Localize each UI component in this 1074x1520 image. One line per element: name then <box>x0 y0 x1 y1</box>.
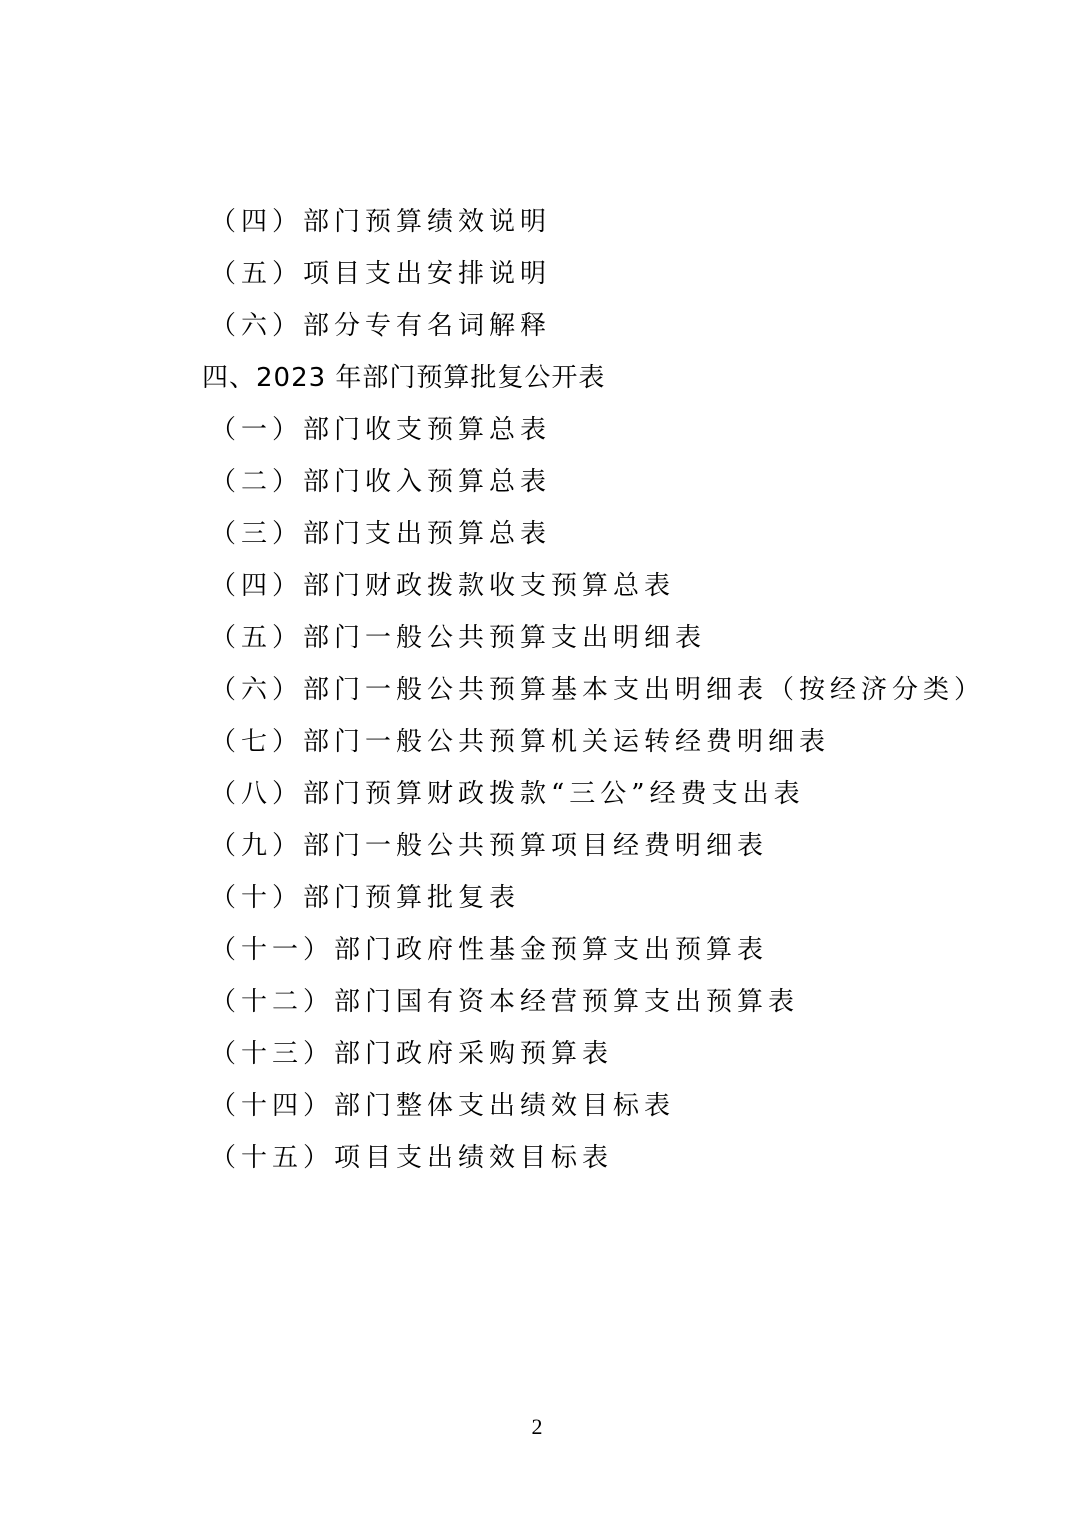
toc-item: （四）部门预算绩效说明 <box>210 207 552 237</box>
toc-item: （六）部门一般公共预算基本支出明细表（按经济分类） <box>210 675 986 705</box>
toc-item: （八）部门预算财政拨款“三公”经费支出表 <box>210 779 805 809</box>
toc-item: （十四）部门整体支出绩效目标表 <box>210 1091 676 1121</box>
toc-item: （九）部门一般公共预算项目经费明细表 <box>210 831 769 861</box>
toc-item: （五）部门一般公共预算支出明细表 <box>210 623 707 653</box>
toc-item: （二）部门收入预算总表 <box>210 467 552 497</box>
section-heading: 四、2023 年部门预算批复公开表 <box>202 363 606 393</box>
toc-item: （六）部分专有名词解释 <box>210 311 552 341</box>
page-number: 2 <box>531 1414 543 1439</box>
toc-item: （十二）部门国有资本经营预算支出预算表 <box>210 987 800 1017</box>
toc-item: （四）部门财政拨款收支预算总表 <box>210 571 676 601</box>
toc-item: （一）部门收支预算总表 <box>210 415 552 445</box>
toc-item: （三）部门支出预算总表 <box>210 519 552 549</box>
toc-item: （十三）部门政府采购预算表 <box>210 1039 614 1069</box>
toc-item: （十五）项目支出绩效目标表 <box>210 1143 614 1173</box>
toc-item: （十）部门预算批复表 <box>210 883 521 913</box>
table-of-contents <box>202 196 1030 1184</box>
toc-item: （七）部门一般公共预算机关运转经费明细表 <box>210 727 831 757</box>
toc-item: （五）项目支出安排说明 <box>210 259 552 289</box>
toc-item: （十一）部门政府性基金预算支出预算表 <box>210 935 769 965</box>
